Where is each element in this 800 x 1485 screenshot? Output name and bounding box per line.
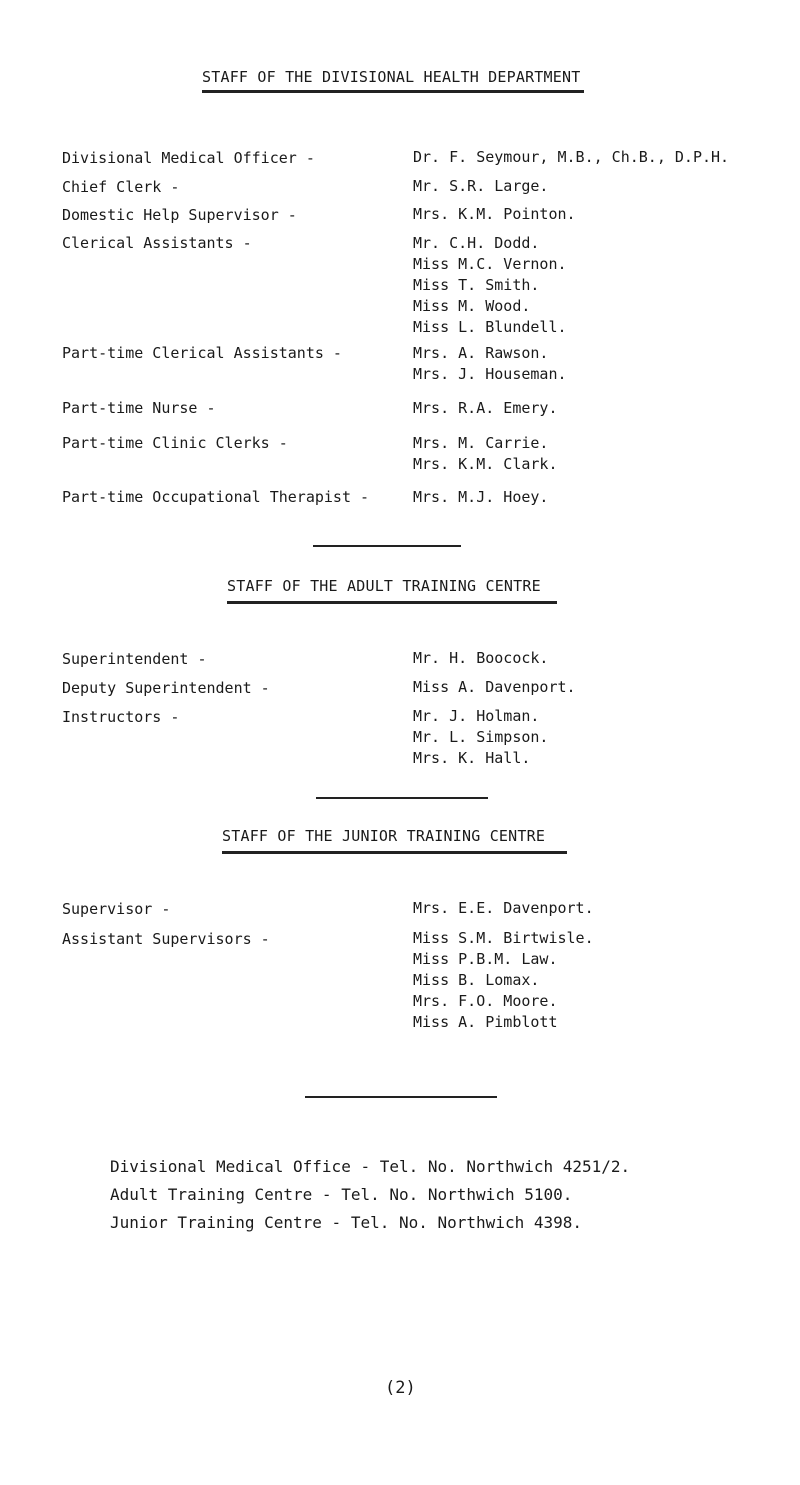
role-names [413,233,567,338]
section-title-divisional-health: STAFF OF THE DIVISIONAL HEALTH DEPARTMENT [202,68,581,86]
contact-line: Junior Training Centre - Tel. No. Northwich 4398. [110,1213,583,1232]
staff-name: Mrs. F.O. Moore. [413,992,558,1010]
section-title-junior-training: STAFF OF THE JUNIOR TRAINING CENTRE [222,827,546,845]
staff-name: Miss B. Lomax. [413,971,540,989]
role-label: Part-time Nurse - [62,399,216,417]
staff-name: Miss S.M. Birtwisle. [413,929,594,947]
title-underline [227,601,557,604]
staff-name: Mr. S.R. Large. [413,177,549,195]
role-label: Assistant Supervisors - [62,930,270,948]
section-divider [316,797,488,799]
staff-name: Mrs. K.M. Clark. [413,455,558,473]
staff-name: Miss A. Pimblott [413,1013,558,1031]
section-divider [305,1096,497,1098]
role-names [413,204,576,225]
staff-name: Mrs. A. Rawson. [413,344,549,362]
role-label: Part-time Occupational Therapist - [62,488,370,506]
role-names [413,398,558,419]
staff-name: Miss L. Blundell. [413,318,567,336]
staff-name: Mrs. E.E. Davenport. [413,899,594,917]
staff-name: Mrs. M.J. Hoey. [413,488,549,506]
role-label: Domestic Help Supervisor - [62,206,297,224]
role-label: Part-time Clerical Assistants - [62,344,342,362]
role-names [413,928,594,1033]
staff-name: Dr. F. Seymour, M.B., Ch.B., D.P.H. [413,148,730,166]
role-names [413,487,548,508]
role-names [413,898,594,919]
section-title-adult-training: STAFF OF THE ADULT TRAINING CENTRE [227,577,541,595]
staff-name: Mrs. K. Hall. [413,749,531,767]
staff-name: Mrs. K.M. Pointon. [413,205,576,223]
role-names [413,706,548,769]
staff-name: Miss M. Wood. [413,297,531,315]
staff-name: Mr. J. Holman. [413,707,540,725]
role-label: Divisional Medical Officer - [62,149,315,167]
staff-name: Mrs. M. Carrie. [413,434,549,452]
staff-name: Mrs. J. Houseman. [413,365,567,383]
role-label: Part-time Clinic Clerks - [62,434,288,452]
role-label: Deputy Superintendent - [62,679,270,697]
staff-name: Mr. C.H. Dodd. [413,234,540,252]
staff-name: Mrs. R.A. Emery. [413,399,558,417]
role-names [413,433,558,475]
contact-line: Divisional Medical Office - Tel. No. Northwich 4251/2. [110,1157,631,1176]
title-underline [222,851,567,854]
title-underline [202,90,584,93]
role-names [413,648,548,669]
contact-line: Adult Training Centre - Tel. No. Northwich 5100. [110,1185,573,1204]
page-number: (2) [385,1378,416,1398]
staff-name: Miss P.B.M. Law. [413,950,558,968]
role-label: Instructors - [62,708,180,726]
staff-name: Miss M.C. Vernon. [413,255,567,273]
role-names [413,677,576,698]
role-label: Clerical Assistants - [62,234,252,252]
role-names [413,147,729,168]
section-divider [313,545,461,547]
role-names [413,343,567,385]
role-names [413,176,548,197]
role-label: Superintendent - [62,650,207,668]
role-label: Supervisor - [62,900,171,918]
staff-name: Mr. L. Simpson. [413,728,549,746]
role-label: Chief Clerk - [62,178,180,196]
staff-name: Miss A. Davenport. [413,678,576,696]
staff-name: Miss T. Smith. [413,276,540,294]
staff-name: Mr. H. Boocock. [413,649,549,667]
